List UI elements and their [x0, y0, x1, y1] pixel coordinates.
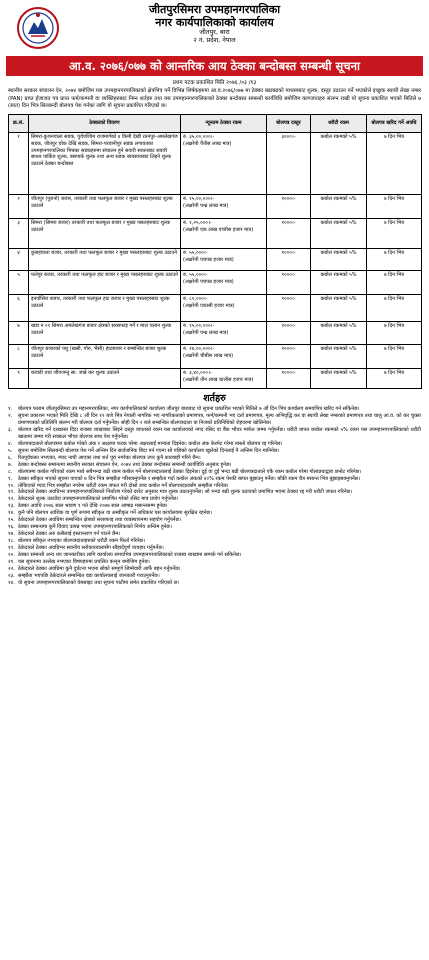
condition-number: २२.: [8, 565, 15, 572]
condition-number: २४.: [8, 579, 15, 586]
cell-min-amount: [181, 219, 267, 249]
amount-words: (अक्षरेपी तीन लाख चालीस हजार मात्र): [183, 376, 254, 383]
cell-min-amount: [181, 295, 267, 322]
condition-text: ठेक्का बन्दोबस्त सम्बन्धमा स्थानीय सरकार संचालन ऐन, २०७४ तथा ठेक्का बन्दोबस्त सम्बन्धी कार्यविधि अनुसार हुनेछ।: [18, 461, 232, 468]
cell-sn: ८: [9, 345, 29, 369]
col-header-bid-fee: बोलपत्र दस्तुर: [267, 115, 311, 133]
table-body: [9, 133, 422, 389]
cell-bid-fee: १०००।-: [267, 295, 311, 322]
cell-deposit: कबोल रकमको ५%: [311, 133, 367, 195]
cell-min-amount: [181, 195, 267, 219]
amount-figure: रु. १५,००,०००।-: [183, 196, 215, 203]
condition-text: ठेकेदारले ठेक्का अरु कसैलाई हस्तान्तरण गर्न पाउने छैन।: [18, 531, 121, 538]
condition-text: यस सूचनामा उल्लेख नभएका विषयहरुमा प्रचलित कानून बमोजिम हुनेछ।: [18, 558, 150, 565]
condition-text: ठेक्का सम्बन्धमा कुनै विवाद उत्पन्न भएमा उपमहानगरपालिकाको निर्णय अन्तिम हुनेछ।: [18, 524, 172, 531]
col-header-min-amount: न्यूनतम ठेक्का रकम: [181, 115, 267, 133]
table-row: [9, 219, 422, 249]
cell-sn: ९: [9, 369, 29, 389]
condition-text: ठेकेदारले ठेक्का अवधिभर स्थानीय सरोकारवालासँग सौहार्दपूर्ण व्यवहार गर्नुपर्नेछ।: [18, 545, 164, 552]
table-header-row: [9, 115, 422, 133]
cell-purchase-period: ७ दिन भित्र: [367, 219, 422, 249]
condition-number: ६.: [8, 454, 13, 461]
condition-item: [8, 462, 421, 469]
cell-bid-fee: १०००।-: [267, 271, 311, 295]
cell-bid-fee: १०००।-: [267, 249, 311, 271]
cell-description: जीतपुर (पुरानो) बजार, तरकारी तथा फलफूल बजार र मुख्य पसलहरुबाट शुल्क उठाउने: [29, 195, 181, 219]
cell-sn: ७: [9, 322, 29, 345]
cell-purchase-period: ७ दिन भित्र: [367, 195, 422, 219]
amount-figure: रु. ५५,०००।-: [183, 272, 208, 279]
condition-number: ९.: [8, 475, 13, 482]
cell-deposit: कबोल रकमको ५%: [311, 249, 367, 271]
intro-paragraph: स्थानीय सरकार संचालन ऐन, २०७४ बमोजिम यस उपमहानगरपालिकाको क्षेत्रभित्र पर्ने विभिन्न शिर्षकहरुमा आ.व.२०७६/०७७ मा ठेक्का बढाबढको माध्यमबाट शुल्क, दस्तुर उठाउन पर्ने भएकोले इच्छुक स्थायी लेखा नम्बर (PAN) प्राप्त ईजाजत पत्र प्राप्त फर्म/कम्पनी वा व्यक्तिहरुबाट निम्न शर्तहरु तथा यस उपमहानगरपालिकाको ठेक्का बन्दोबस्त सम्बन्धी कार्यविधि बमोजिम कागजातहरु संलग्न राखी यो सूचना प्रकाशित भएको मितिले ७ (सात) दिन भित्र सिलबन्दी बोलपत्र पेश गर्नका लागि यो सूचना प्रकाशित गरिएको छ।: [8, 88, 421, 110]
cell-deposit: कबोल रकमको ५%: [311, 369, 367, 389]
cell-deposit: कबोल रकमको ५%: [311, 219, 367, 249]
condition-text: बोलपत्र फाराम जीतपुरसिमरा उप महानगरपालिका, नगर कार्यपालिकाको कार्यालय जीतपुर बाराबाट यो सूचना प्रकाशित भएको मितिले ७ औं दिन भित्र कार्यालय समयभित्र खरिद गर्न सकिनेछ।: [18, 406, 360, 413]
condition-number: २१.: [8, 558, 15, 565]
condition-item: [8, 413, 421, 427]
cell-deposit: कबोल रकमको ५%: [311, 295, 367, 322]
cell-min-amount: [181, 369, 267, 389]
municipality-name: जीतपुरसिमरा उपमहानगरपालिका: [148, 3, 281, 16]
amount-words: (अक्षरेपी पैंतीस लाख मात्र): [183, 140, 232, 147]
amount-figure: रु. ३५,००,०००।-: [183, 134, 215, 141]
cell-purchase-period: ७ दिन भित्र: [367, 133, 422, 195]
cell-sn: २: [9, 195, 29, 219]
condition-item: [8, 448, 421, 455]
table-row: [9, 322, 422, 345]
cell-sn: ३: [9, 219, 29, 249]
condition-text: यो सूचना उपमहानगरपालिकाको वेबसाइट तथा सूचना पाटीमा समेत प्रकाशित गरिएको छ।: [18, 579, 180, 586]
conditions-heading: शर्तहरु: [203, 393, 226, 405]
condition-item: [8, 566, 421, 573]
condition-number: ४.: [8, 440, 13, 447]
amount-figure: रु. ५५,०००।-: [183, 250, 208, 257]
condition-number: १३.: [8, 503, 15, 510]
amount-figure: रु. ३,४०,०००।-: [183, 370, 212, 377]
cell-description: इनर्वासिरा बजार, तरकारी तथा फलफूल हाट बजार र मुख्य पसलहरुबाट शुल्क उठाउने: [29, 295, 181, 322]
condition-item: [8, 552, 421, 559]
condition-number: २३.: [8, 572, 15, 579]
amount-words: (अक्षरेपी पचपन्न हजार मात्र): [183, 278, 234, 285]
condition-item: [8, 441, 421, 448]
cell-min-amount: [181, 345, 267, 369]
letterhead: [4, 2, 425, 56]
condition-text: बोलपत्र खरिद गर्न दरखास्त दिंदा राजस्व शाखाबाट लिइने दस्तुर वापतको रकम यस कार्यालयको नगद रसिद वा बैंक भौचर मार्फत जम्मा गर्नुपर्नेछ। धरौटी बापत कबोल रकमको ५% रकम यस उपमहानगरपालिकाको धरौटी खातामा जम्मा गरी सक्कल भौचर बोलपत्र साथ पेश गर्नुपर्नेछ।: [18, 426, 421, 440]
condition-number: ३.: [8, 426, 13, 433]
condition-text: बोलपत्र स्वीकृत नभएका बोलपत्रदाताहरुको धरौटी रकम फिर्ता गरिनेछ।: [18, 538, 146, 545]
condition-text: ठेकेदारले ठेक्का अवधिभर उपमहानगरपालिकाले निर्धारण गरेको दररेट अनुसार मात्र शुल्क उठाउनुपर्नेछ। सो भन्दा बढी शुल्क उठाएको प्रमाणित भएमा ठेक्का रद्द गरी धरौटी जफत गरिनेछ।: [18, 489, 353, 496]
condition-text: बोलपत्रदाताले बोलपत्रमा कबोल गरेको अंक र अक्षरमा फरक परेमा अक्षरलाई मान्यता दिइनेछ। कबोल अंक केरमेट गरेमा त्यस्तो बोलपत्र रद्द गरिनेछ।: [18, 440, 283, 447]
table-row: [9, 345, 422, 369]
cell-description: फतेपुर बजार, तरकारी तथा फलफूल हाट बजार र मुख्य पसलहरुबाट शुल्क उठाउने: [29, 271, 181, 295]
cell-purchase-period: ७ दिन भित्र: [367, 322, 422, 345]
cell-bid-fee: २०००।-: [267, 345, 311, 369]
condition-number: ८.: [8, 468, 13, 475]
cell-purchase-period: ७ दिन भित्र: [367, 345, 422, 369]
condition-number: १२.: [8, 496, 15, 503]
col-header-purchase-period: बोलपत्र खरिद गर्ने अवधि: [367, 115, 422, 133]
condition-number: ७.: [8, 461, 13, 468]
condition-text: ठेकेदारले शुल्क उठाउँदा उपमहानगरपालिकाले प्रमाणित गरेको रसिद मात्र प्रयोग गर्नुपर्नेछ।: [18, 496, 179, 503]
cell-min-amount: [181, 133, 267, 195]
cell-sn: ५: [9, 271, 29, 295]
condition-text: ठेकेदारले ठेक्का अवधिमा कुनै दुर्घटना भएमा सोको सम्पूर्ण जिम्मेवारी आफैं बहन गर्नुपर्नेछ।: [18, 565, 181, 572]
table-row: [9, 249, 422, 271]
condition-text: ठेक्का अवधि २०७६ साल श्रावण १ गते देखि २०७७ साल आषाढ मसान्तसम्म हुनेछ।: [18, 503, 168, 510]
condition-number: १७.: [8, 531, 15, 538]
cell-description: कवाडी तथा जीवजन्तु सा. जान्ने कर शुल्क उठाउने: [29, 369, 181, 389]
amount-words: (अक्षरेपी एक लाख पच्चीस हजार मात्र): [183, 226, 254, 233]
cell-min-amount: [181, 271, 267, 295]
office-province: २ नं. प्रदेश, नेपाल: [193, 35, 236, 44]
condition-text: ठेक्का सम्बन्धी अन्य थप जानकारीका लागि कार्यालय समयभित्र उपमहानगरपालिकाको राजस्व शाखामा सम्पर्क गर्न सकिनेछ।: [18, 552, 242, 559]
condition-item: [8, 559, 421, 566]
condition-text: सम्झौता भएपछि ठेकेदारले सम्बन्धित वडा कार्यालयलाई जानकारी गराउनुपर्नेछ।: [18, 572, 160, 579]
cell-sn: ४: [9, 249, 29, 271]
condition-number: १.: [8, 406, 13, 413]
amount-words: (अक्षरेपी पन्ध्र लाख मात्र): [183, 202, 229, 209]
cell-description: कुसहवाला बजार, तरकारी तथा फलफूल बजार र मुख्य पसलहरुबाट शुल्क उठाउने: [29, 249, 181, 271]
amount-figure: रु. १,२५,०००।-: [183, 220, 212, 227]
cell-purchase-period: ७ दिन भित्र: [367, 271, 422, 295]
office-location: जीतपुर, बारा: [199, 28, 230, 37]
condition-text: ठेक्का स्वीकृत भएको सूचना पाएको ७ दिन भित्र सम्झौता गरिसक्नुपर्नेछ र सम्झौता गर्दा कबोल अंकको ४०% रकम पेश्की बापत बुझाउनु पर्नेछ। बाँकी रकम चैत्र मसान्त भित्र बुझाइसक्नुपर्नेछ।: [18, 475, 361, 482]
condition-number: ५.: [8, 447, 13, 454]
office-heading: [4, 4, 425, 44]
cell-description: खडा न ०१ सिमरा अमलेखगंज बजार क्षेत्रको सरसफाइ गर्ने र माल चलान शुल्क उठाउने: [29, 322, 181, 345]
condition-item: [8, 476, 421, 483]
condition-item: [8, 406, 421, 413]
condition-item: [8, 573, 421, 580]
table-row: [9, 271, 422, 295]
cell-description: सिमरा (सिमरा बजार) तरकारी तथा फलफूल बजार र मुख्य पसलहरुबाट शुल्क उठाउने: [29, 219, 181, 249]
cell-sn: ६: [9, 295, 29, 322]
condition-number: १०.: [8, 482, 15, 489]
amount-figure: रु. ८१,०००।-: [183, 296, 208, 303]
amount-figure: रु. २४,००,०००।-: [183, 346, 215, 353]
amount-words: (अक्षरेपी एकासी हजार मात्र): [183, 302, 235, 309]
condition-text: रितपूर्वकका नभएका, म्याद नाघी आएका तथा शर्त पूरा नगरेका बोलपत्र उपर कुनै कारबाही गरिने छैन।: [18, 454, 201, 461]
cell-description: जीतपुर बजारको पशु (खसी, गोरु, भैंसी) हाटबजार र सम्बन्धित बजार शुल्क उठाउने: [29, 345, 181, 369]
amount-words: (अक्षरेपी पन्ध्र लाख मात्र): [183, 329, 229, 336]
amount-words: (अक्षरेपी चौबीस लाख मात्र): [183, 352, 234, 359]
cell-purchase-period: ७ दिन भित्र: [367, 249, 422, 271]
publish-date: प्रथम पटक प्रकाशित मिति २०७६ /०३ /१३: [172, 80, 257, 86]
cell-purchase-period: ७ दिन भित्र: [367, 295, 422, 322]
table-row: [9, 295, 422, 322]
col-header-sn: क्र.सं.: [9, 115, 29, 133]
notice-page: [4, 2, 425, 957]
amount-words: (अक्षरेपी पचपन्न हजार मात्र): [183, 256, 234, 263]
cell-bid-fee: १०००।-: [267, 369, 311, 389]
condition-number: १५.: [8, 517, 15, 524]
condition-item: [8, 455, 421, 462]
condition-item: [8, 580, 421, 587]
cell-bid-fee: ३०००।-: [267, 133, 311, 195]
cell-sn: १: [9, 133, 29, 195]
condition-text: ठेकेदारले ठेक्का अवधिमा सम्बन्धित क्षेत्रको सरसफाइ तथा व्यवस्थापनमा सहयोग गर्नुपर्नेछ।: [18, 517, 181, 524]
col-header-description: ठेक्काको विवरण: [29, 115, 181, 133]
condition-item: [8, 545, 421, 552]
condition-text: सूचना प्रकाशन भएको मिति देखि ८ औं दिन १२ बजे भित्र नेपाली नागरिक भए नागरिकताको प्रमाणपत्र, फर्म/कम्पनी भए दर्ता प्रमाणपत्र, मूल्य अभिवृद्धि कर वा स्थायी लेखा नम्बरको प्रमाणपत्र तथा चालु आ.व. को कर चुक्ता प्रमाणपत्रको प्रतिलिपि संलग्न गरी बोलपत्र दर्ता गर्नुपर्नेछ। सोही दिन २ बजे सम्बन्धित बोलपत्रदाता वा निजको प्रतिनिधिको रोहवरमा खोलिनेछ।: [18, 412, 421, 426]
condition-number: २०.: [8, 552, 15, 559]
condition-number: १६.: [8, 524, 15, 531]
contract-table: [8, 114, 422, 389]
condition-text: बोलपत्रमा कबोल गरिएको रकम मध्ये सबैभन्दा बढी रकम कबोल गर्ने बोलपत्रदातालाई ठेक्का दिइनेछ। दुई वा दुई भन्दा बढी बोलपत्रदाताले एकै रकम कबोल गरेमा गोलाप्रथाद्वारा छनोट गरिनेछ।: [18, 468, 362, 475]
condition-number: ११.: [8, 489, 15, 496]
cell-bid-fee: २०००।-: [267, 195, 311, 219]
col-header-deposit: धरौटी रकम: [311, 115, 367, 133]
cell-deposit: कबोल रकमको ५%: [311, 271, 367, 295]
condition-number: २.: [8, 412, 13, 419]
notice-title-banner: आ.व. २०७६/०७७ को आन्तरिक आय ठेक्का बन्दोबस्त सम्बन्धी सूचना: [6, 56, 423, 76]
condition-text: कुनै पनि बोलपत्र आंशिक वा पूर्ण रूपमा स्वीकृत वा अस्वीकृत गर्ने अधिकार यस कार्यालयमा सुरक्षित रहनेछ।: [18, 510, 212, 517]
cell-deposit: कबोल रकमको ५%: [311, 345, 367, 369]
table-row: [9, 369, 422, 389]
cell-deposit: कबोल रकमको ५%: [311, 195, 367, 219]
cell-min-amount: [181, 322, 267, 345]
cell-deposit: कबोल रकमको ५%: [311, 322, 367, 345]
cell-min-amount: [181, 249, 267, 271]
condition-item: [8, 427, 421, 441]
condition-text: तोकिएको म्याद भित्र सम्झौता नगरेमा धरौटी रकम जफत गरी दोस्रो उच्च कबोल गर्ने बोलपत्रदातासँग सम्झौता गरिनेछ।: [18, 482, 229, 489]
cell-purchase-period: ७ दिन भित्र: [367, 369, 422, 389]
cell-description: सिमरा-कुशनवाला सडक, पुर्वपश्चिम राजमार्गको ४ किमी देखी रतनपुर-अमलेखगंज सडक, जीतपुर चोक देखि सडक, सिमरा-परवानीपुर सडक लगायतका उपमहानगरपालिका भित्रका सडकहरुमा संचालन हुने सवारी साधनबाट सवारी साधन पार्किङ शुल्क, बसपार्क शुल्क तथा अन्य सडक ब्यवसायबाट लिइने शुल्क उठाउने ठेक्का बन्दोबस्त: [29, 133, 181, 195]
office-name: नगर कार्यपालिकाको कार्यालय: [155, 15, 274, 29]
amount-figure: रु. १५,००,०००।-: [183, 323, 215, 330]
condition-number: १८.: [8, 538, 15, 545]
cell-bid-fee: २०००।-: [267, 322, 311, 345]
condition-item: [8, 469, 421, 476]
conditions-list: [8, 406, 421, 587]
condition-text: सूचना बमोजिम सिलबन्दी बोलपत्र पेश गर्ने अन्तिम दिन सार्वजनिक बिदा पर्न गएमा सो पछिको कार्यालय खुलेको दिनलाई नै अन्तिम दिन मानिनेछ।: [18, 447, 280, 454]
condition-number: १४.: [8, 510, 15, 517]
table-row: [9, 133, 422, 195]
table-row: [9, 195, 422, 219]
condition-number: १९.: [8, 545, 15, 552]
cell-bid-fee: १०००।-: [267, 219, 311, 249]
